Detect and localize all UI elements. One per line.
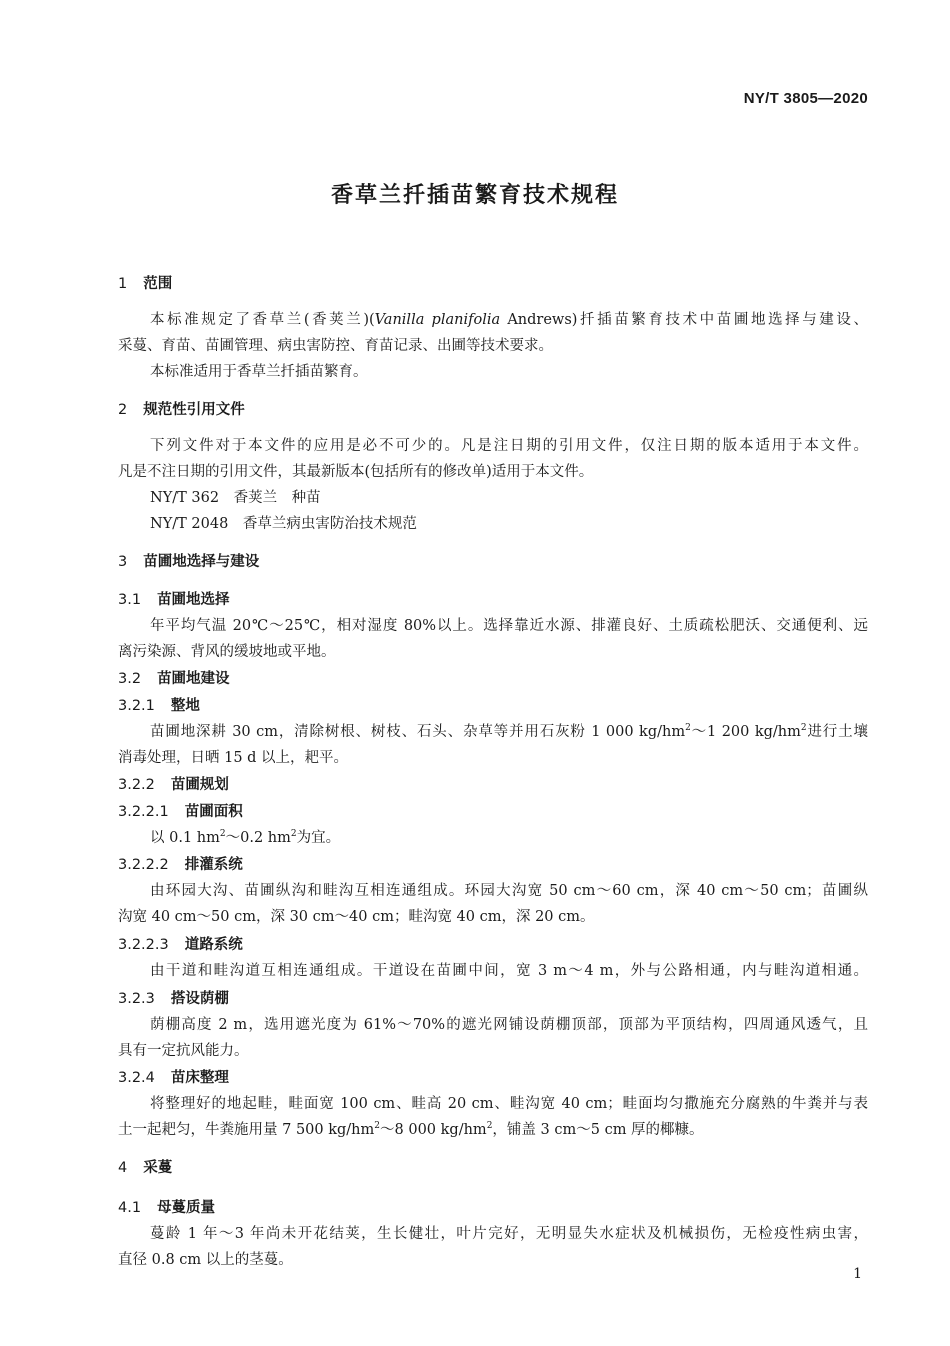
- s3222-line-2: 沟宽 40 cm～50 cm，深 30 cm～40 cm；畦沟宽 40 cm，深 20 cm。: [118, 909, 595, 925]
- text-span: ～1 200 kg/hm: [690, 724, 801, 740]
- reference-code: NY/T 2048: [150, 516, 229, 532]
- superscript: 2: [800, 723, 807, 733]
- text-span: ～0.2 hm: [225, 830, 291, 846]
- superscript: 2: [290, 829, 297, 839]
- s3221-line-1: [150, 826, 340, 847]
- s323-line-2: 具有一定抗风能力。: [118, 1043, 249, 1059]
- section-number: 4: [118, 1160, 128, 1176]
- s1-paragraph-line-1: [150, 308, 868, 329]
- s324-line-2: [118, 1118, 704, 1139]
- subsection-4-1-heading: [118, 1196, 215, 1217]
- s31-line-1: 年平均气温 20℃～25℃，相对湿度 80%以上。选择靠近水源、排灌良好、土质疏松肥沃、交通便利、远: [150, 618, 868, 634]
- s2-paragraph-line-1: 下列文件对于本文件的应用是必不可少的。凡是注日期的引用文件，仅注日期的版本适用于本文件。: [150, 438, 868, 454]
- superscript: 2: [374, 1121, 381, 1131]
- s1-paragraph-2: 本标准适用于香草兰扦插苗繁育。: [150, 364, 368, 380]
- standard-number: NY/T 3805—2020: [743, 90, 868, 107]
- section-title: 苗圃地选择与建设: [143, 554, 260, 570]
- s1-paragraph-line-2: 采蔓、育苗、苗圃管理、病虫害防控、育苗记录、出圃等技术要求。: [118, 338, 553, 354]
- subsection-title: 苗圃地选择: [157, 592, 230, 608]
- s3222-line-1: 由环园大沟、苗圃纵沟和畦沟互相连通组成。环园大沟宽 50 cm～60 cm，深 40 cm～50 cm；苗圃纵: [150, 883, 868, 899]
- section-3-heading: [118, 550, 259, 571]
- reference-item: [150, 486, 321, 507]
- section-number: 1: [118, 276, 128, 292]
- text-span: 土一起耙匀，牛粪施用量 7 500 kg/hm: [118, 1122, 375, 1138]
- subsection-3-2-2-2-heading: [118, 853, 243, 874]
- document-title: 香草兰扦插苗繁育技术规程: [330, 183, 619, 208]
- subsection-3-1-heading: [118, 588, 230, 609]
- subsection-3-2-3-heading: [118, 987, 229, 1008]
- text-span: 以 0.1 hm: [150, 830, 220, 846]
- section-title: 规范性引用文件: [143, 402, 245, 418]
- subsection-number: 3.2.2.3: [118, 937, 169, 953]
- superscript: 2: [486, 1121, 493, 1131]
- subsection-title: 苗圃地建设: [157, 671, 230, 687]
- s41-line-2: 直径 0.8 cm 以上的茎蔓。: [118, 1252, 293, 1268]
- section-1-heading: [118, 272, 172, 293]
- s321-line-1: [150, 720, 868, 741]
- text-span: Andrews)扦插苗繁育技术中苗圃地选择与建设、: [500, 312, 868, 328]
- reference-item: [150, 512, 417, 533]
- subsection-number: 3.2.2.1: [118, 804, 169, 820]
- section-title: 范围: [143, 276, 173, 292]
- subsection-3-2-4-heading: [118, 1066, 229, 1087]
- text-span: 为宜。: [296, 830, 341, 846]
- subsection-3-2-2-1-heading: [118, 800, 243, 821]
- subsection-number: 3.2.1: [118, 698, 155, 714]
- s321-line-2: 消毒处理，日晒 15 d 以上，耙平。: [118, 750, 349, 766]
- subsection-3-2-2-3-heading: [118, 933, 243, 954]
- subsection-number: 3.2: [118, 671, 142, 687]
- subsection-title: 苗圃规划: [170, 777, 229, 793]
- subsection-title: 排灌系统: [184, 857, 243, 873]
- latin-name: Vanilla planifolia: [374, 312, 501, 328]
- subsection-number: 3.1: [118, 592, 142, 608]
- section-number: 3: [118, 554, 128, 570]
- s41-line-1: 蔓龄 1 年～3 年尚未开花结荚，生长健壮，叶片完好，无明显失水症状及机械损伤，无检疫性病虫害，: [150, 1226, 868, 1242]
- section-number: 2: [118, 402, 128, 418]
- s2-paragraph-line-2: 凡是不注日期的引用文件，其最新版本(包括所有的修改单)适用于本文件。: [118, 464, 594, 480]
- section-4-heading: [118, 1156, 172, 1177]
- subsection-number: 4.1: [118, 1200, 142, 1216]
- reference-code: NY/T 362: [150, 490, 220, 506]
- reference-title: 香荚兰 种苗: [233, 490, 321, 506]
- subsection-number: 3.2.2: [118, 777, 155, 793]
- subsection-title: 整地: [170, 698, 200, 714]
- subsection-number: 3.2.4: [118, 1070, 155, 1086]
- subsection-title: 苗圃面积: [184, 804, 243, 820]
- subsection-number: 3.2.3: [118, 991, 155, 1007]
- subsection-3-2-1-heading: [118, 694, 200, 715]
- text-span: 进行土壤: [806, 724, 868, 740]
- section-title: 采蔓: [143, 1160, 173, 1176]
- reference-title: 香草兰病虫害防治技术规范: [242, 516, 417, 532]
- page-number: 1: [853, 1266, 862, 1282]
- s324-line-1: 将整理好的地起畦，畦面宽 100 cm、畦高 20 cm、畦沟宽 40 cm；畦面均匀撒施充分腐熟的牛粪并与表: [150, 1096, 868, 1112]
- subsection-title: 道路系统: [184, 937, 243, 953]
- subsection-3-2-heading: [118, 667, 230, 688]
- subsection-title: 搭设荫棚: [170, 991, 229, 1007]
- subsection-number: 3.2.2.2: [118, 857, 169, 873]
- text-span: 苗圃地深耕 30 cm，清除树根、树枝、石头、杂草等并用石灰粉 1 000 kg/hm: [150, 724, 686, 740]
- s31-line-2: 离污染源、背风的缓坡地或平地。: [118, 644, 336, 660]
- subsection-title: 母蔓质量: [157, 1200, 216, 1216]
- text-span: 本标准规定了香草兰(香荚兰)(: [150, 312, 375, 328]
- text-span: ，铺盖 3 cm～5 cm 厚的椰糠。: [492, 1122, 704, 1138]
- section-2-heading: [118, 398, 245, 419]
- s3223-line-1: 由干道和畦沟道互相连通组成。干道设在苗圃中间，宽 3 m～4 m，外与公路相通，内与畦沟道相通。: [150, 963, 868, 979]
- subsection-3-2-2-heading: [118, 773, 229, 794]
- text-span: ～8 000 kg/hm: [380, 1122, 487, 1138]
- superscript: 2: [219, 829, 226, 839]
- s323-line-1: 荫棚高度 2 m，选用遮光度为 61%～70%的遮光网铺设荫棚顶部，顶部为平顶结构，四周通风透气，且: [150, 1017, 868, 1033]
- subsection-title: 苗床整理: [170, 1070, 229, 1086]
- superscript: 2: [685, 723, 691, 733]
